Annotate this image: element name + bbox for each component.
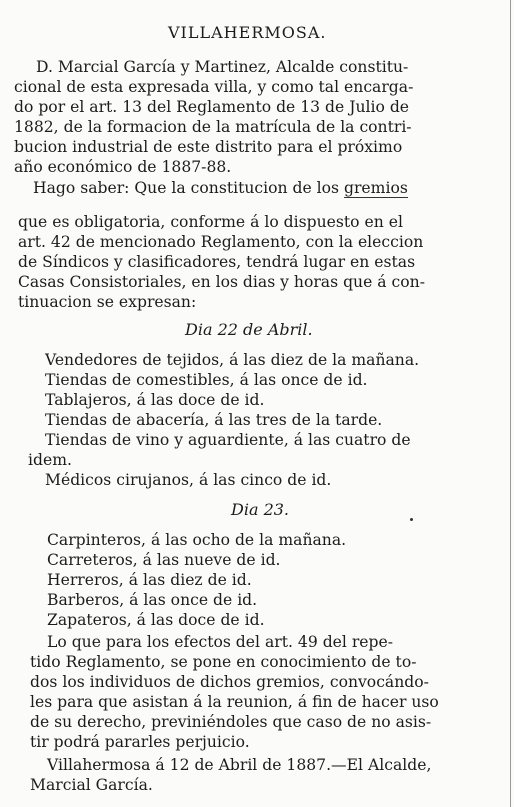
underlined-word: gremios [344, 179, 408, 197]
paragraph-line: que es obligatoria, conforme á lo dispuesto en el [18, 213, 403, 231]
intro-line: cional de esta expresada villa, y como tal encarga- [14, 78, 414, 96]
day-heading: Dia 22 de Abril. [185, 320, 313, 339]
schedule-item: Carpinteros, á las ocho de la mañana. [47, 531, 347, 549]
paragraph-line: de Síndicos y clasificadores, tendrá lugar en estas [18, 253, 416, 271]
intro-line: año económico de 1887-88. [14, 158, 232, 176]
closing-line: les para que asistan á la reunion, á fin de hacer uso [30, 693, 439, 711]
schedule-item: Médicos cirujanos, á las cinco de id. [45, 471, 332, 489]
closing-line: de su derecho, previniéndoles que caso de no asis- [30, 713, 432, 731]
schedule-item: idem. [28, 451, 72, 469]
closing-line: dos los individuos de dichos gremios, convocándo- [30, 673, 429, 691]
schedule-item: Tablajeros, á las doce de id. [45, 391, 265, 409]
intro-line: D. Marcial García y Martinez, Alcalde constitu- [36, 58, 409, 76]
schedule-item: Tiendas de vino y aguardiente, á las cuatro de [45, 431, 411, 449]
paragraph-line: tinuacion se expresan: [18, 293, 197, 311]
signature-line: Villahermosa á 12 de Abril de 1887.—El Alcalde, [47, 756, 432, 774]
closing-line: tido Reglamento, se pone en conocimiento de to- [30, 653, 417, 671]
intro-line: do por el art. 13 del Reglamento de 13 de Julio de [14, 98, 410, 116]
hago-saber-text: Hago saber: Que la constitucion de los [33, 179, 344, 197]
schedule-item: Herreros, á las diez de id. [47, 571, 252, 589]
signature-line: Marcial García. [30, 776, 153, 794]
day-heading: Dia 23. [231, 500, 290, 519]
intro-line: bucion industrial de este distrito para el próximo [14, 138, 403, 156]
schedule-item: Tiendas de comestibles, á las once de id. [45, 371, 368, 389]
column-rule [510, 0, 511, 807]
print-speck [410, 518, 413, 521]
schedule-item: Zapateros, á las doce de id. [47, 611, 265, 629]
paragraph-line: art. 42 de mencionado Reglamento, con la eleccion [18, 233, 424, 251]
schedule-item: Barberos, á las once de id. [47, 591, 258, 609]
closing-line: tir podrá pararles perjuicio. [30, 733, 250, 751]
closing-line: Lo que para los efectos del art. 49 del repe- [47, 633, 394, 651]
schedule-item: Vendedores de tejidos, á las diez de la mañana. [45, 351, 420, 369]
intro-line: 1882, de la formacion de la matrícula de la contri- [14, 118, 412, 136]
hago-saber-line [33, 178, 408, 198]
paragraph-line: Casas Consistoriales, en los dias y horas que á con- [18, 273, 425, 291]
schedule-item: Carreteros, á las nueve de id. [47, 551, 281, 569]
page-title: VILLAHERMOSA. [168, 23, 327, 42]
schedule-item: Tiendas de abacería, á las tres de la tarde. [45, 411, 383, 429]
